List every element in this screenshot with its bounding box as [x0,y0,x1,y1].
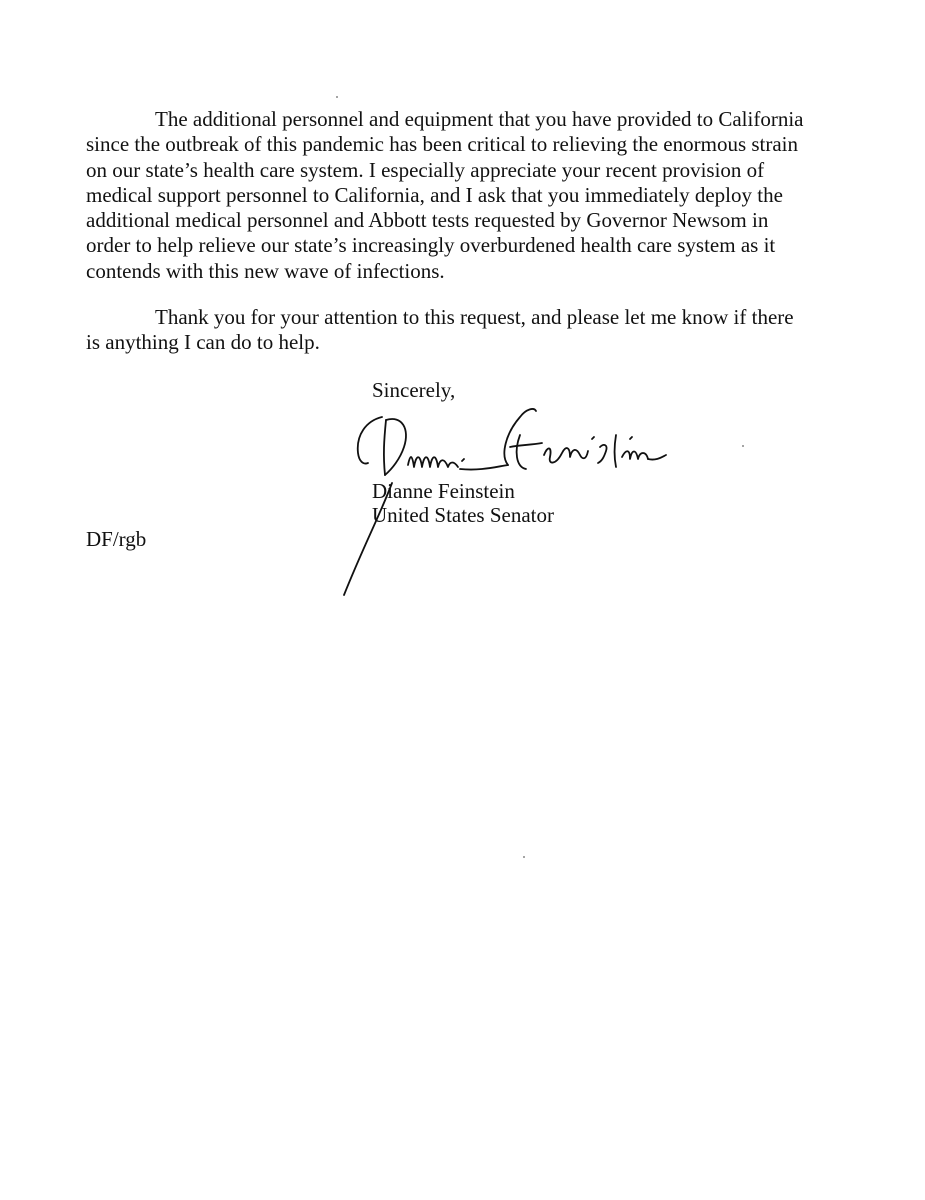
signer-title: United States Senator [372,503,554,527]
scan-speck [336,96,338,98]
paragraph-line: is anything I can do to help. [86,330,320,355]
body-paragraph-2 [86,305,831,356]
paragraph-line: The additional personnel and equipment that you have provided to California [155,107,804,131]
scan-speck [742,445,744,447]
reference-initials: DF/rgb [86,527,147,551]
paragraph-line: additional medical personnel and Abbott tests requested by Governor Newsom in [86,208,769,233]
paragraph-line: since the outbreak of this pandemic has been critical to relieving the enormous strain [86,132,799,157]
signer-name: Dianne Feinstein [372,479,515,503]
paragraph-line: order to help relieve our state’s increasingly overburdened health care system as it [86,233,776,258]
paragraph-line: contends with this new wave of infections. [86,258,445,283]
scan-speck [523,856,525,858]
body-paragraph-1 [86,107,831,284]
paragraph-line: Thank you for your attention to this request, and please let me know if there [155,305,794,329]
paragraph-line: medical support personnel to California, and I ask that you immediately deploy the [86,182,783,207]
closing-salutation: Sincerely, [372,378,456,402]
paragraph-line: on our state’s health care system. I especially appreciate your recent provision of [86,157,765,182]
